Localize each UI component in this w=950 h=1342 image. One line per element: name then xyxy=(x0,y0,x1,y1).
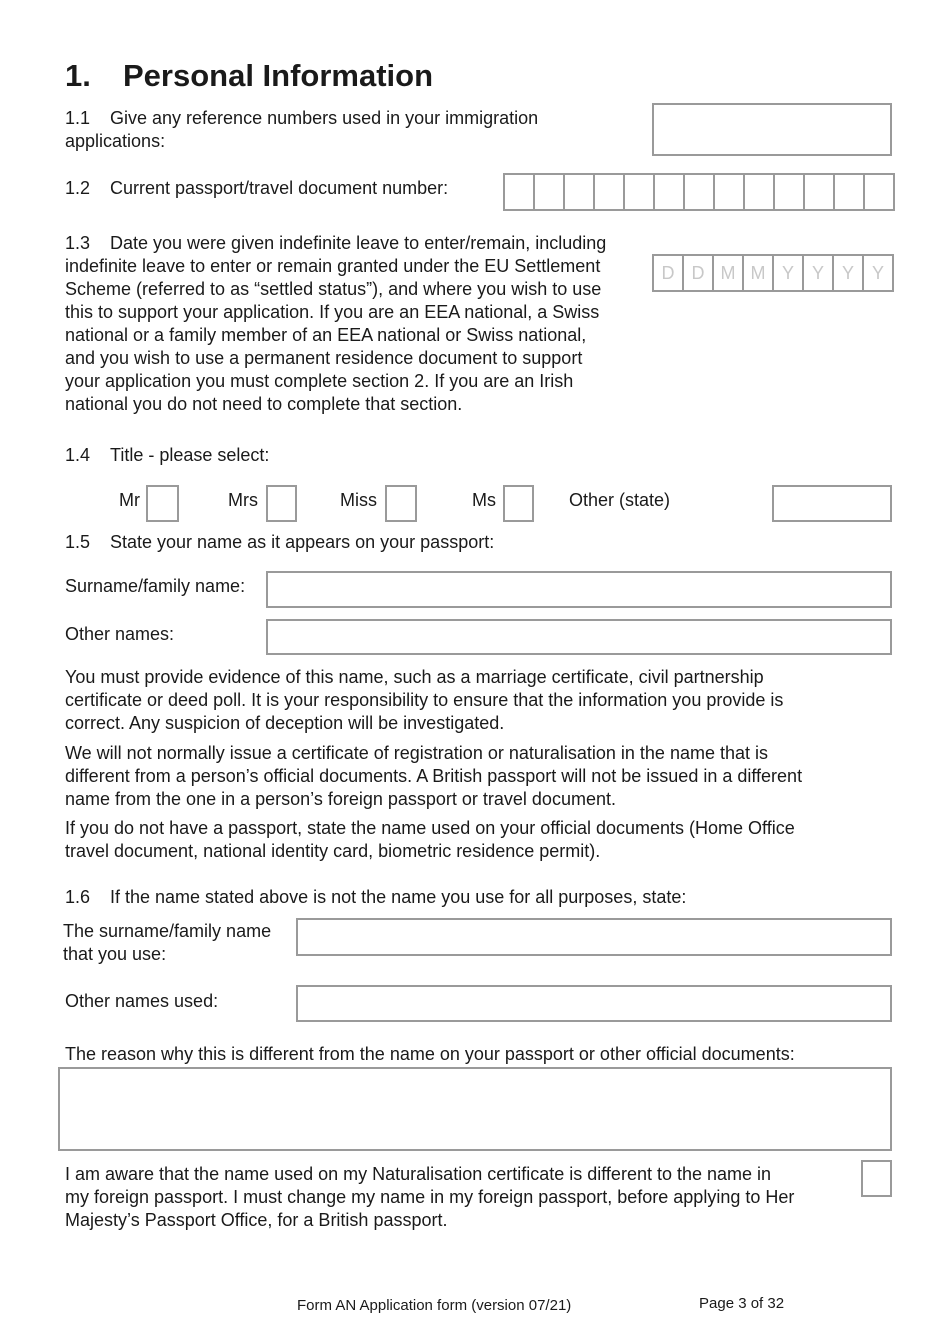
declaration-line: Majesty’s Passport Office, for a British passport. xyxy=(65,1210,448,1230)
q1-3-line: Scheme (referred to as “settled status”), and where you wish to use xyxy=(65,279,602,299)
used-surname-label xyxy=(63,920,271,966)
section-number: 1. xyxy=(65,58,91,93)
paragraph-line: name from the one in a person’s foreign passport or travel document. xyxy=(65,789,616,809)
q1-5-number: 1.5 xyxy=(65,532,91,552)
q1-6-text: If the name stated above is not the name you use for all purposes, state: xyxy=(110,887,687,907)
paragraph-line: If you do not have a passport, state the name used on your official documents (Home Office xyxy=(65,818,795,838)
leave-date-cells xyxy=(652,254,892,292)
footer-form-name: Form AN Application form (version 07/21) xyxy=(297,1297,572,1314)
evidence-paragraph xyxy=(65,666,895,735)
date-cell-year[interactable] xyxy=(832,254,864,292)
q1-3-line: indefinite leave to enter or remain granted under the EU Settlement xyxy=(65,256,601,276)
passport-number-cell[interactable] xyxy=(833,173,865,211)
paragraph-line: travel document, national identity card, biometric residence permit). xyxy=(65,841,601,861)
paragraph-line: certificate or deed poll. It is your responsibility to ensure that the information you provide is xyxy=(65,690,784,710)
passport-number-cell[interactable] xyxy=(503,173,535,211)
other-names-input[interactable] xyxy=(266,619,892,655)
passport-number-cell[interactable] xyxy=(743,173,775,211)
q1-3-line: Date you were given indefinite leave to enter/remain, including xyxy=(110,233,607,253)
q1-6-label xyxy=(65,886,686,909)
passport-number-cells xyxy=(503,173,893,211)
q1-3-line: national or a family member of an EEA national or Swiss national, xyxy=(65,325,587,345)
passport-number-cell[interactable] xyxy=(653,173,685,211)
title-other-label: Other (state) xyxy=(569,490,671,510)
date-cell-year[interactable] xyxy=(862,254,894,292)
q1-3-label xyxy=(65,232,655,416)
passport-number-cell[interactable] xyxy=(683,173,715,211)
passport-number-cell[interactable] xyxy=(803,173,835,211)
reason-textarea[interactable] xyxy=(58,1067,892,1151)
q1-3-line: your application you must complete section 2. If you are an Irish xyxy=(65,371,574,391)
q1-5-text: State your name as it appears on your passport: xyxy=(110,532,495,552)
date-cell-day[interactable] xyxy=(652,254,684,292)
date-placeholder: Y xyxy=(841,262,854,283)
no-passport-paragraph xyxy=(65,817,895,863)
title-option-ms-label: Ms xyxy=(472,490,496,510)
used-surname-label-line: that you use: xyxy=(63,944,167,964)
date-placeholder: Y xyxy=(781,262,794,283)
date-placeholder: Y xyxy=(811,262,824,283)
q1-3-line: national you do not need to complete that section. xyxy=(65,394,463,414)
surname-input[interactable] xyxy=(266,571,892,608)
date-placeholder: M xyxy=(720,262,736,283)
date-cell-month[interactable] xyxy=(712,254,744,292)
q1-3-line: this to support your application. If you are an EEA national, a Swiss xyxy=(65,302,600,322)
q1-5-label xyxy=(65,531,494,554)
title-miss-checkbox[interactable] xyxy=(385,485,417,522)
title-other-input[interactable] xyxy=(772,485,892,522)
date-placeholder: Y xyxy=(871,262,884,283)
q1-4-number: 1.4 xyxy=(65,445,91,465)
q1-2-label xyxy=(65,177,448,200)
date-cell-year[interactable] xyxy=(772,254,804,292)
q1-1-text-cont: applications: xyxy=(65,131,166,151)
date-placeholder: M xyxy=(750,262,766,283)
passport-number-cell[interactable] xyxy=(713,173,745,211)
date-cell-month[interactable] xyxy=(742,254,774,292)
q1-2-text: Current passport/travel document number: xyxy=(110,178,449,198)
surname-label: Surname/family name: xyxy=(65,576,246,596)
q1-1-number: 1.1 xyxy=(65,108,91,128)
date-placeholder: D xyxy=(661,262,675,283)
q1-3-line: and you wish to use a permanent residence document to support xyxy=(65,348,583,368)
q1-4-label xyxy=(65,444,269,467)
passport-number-cell[interactable] xyxy=(593,173,625,211)
q1-1-label xyxy=(65,107,645,153)
title-ms-checkbox[interactable] xyxy=(503,485,534,522)
issue-paragraph xyxy=(65,742,895,811)
used-other-names-label: Other names used: xyxy=(65,991,219,1011)
paragraph-line: different from a person’s official documents. A British passport will not be issued in a different xyxy=(65,766,803,786)
title-option-mr-label: Mr xyxy=(119,490,140,510)
q1-1-text: Give any reference numbers used in your immigration xyxy=(110,108,539,128)
used-surname-label-line: The surname/family name xyxy=(63,921,272,941)
passport-number-cell[interactable] xyxy=(533,173,565,211)
paragraph-line: You must provide evidence of this name, such as a marriage certificate, civil partnership xyxy=(65,667,764,687)
other-names-label: Other names: xyxy=(65,624,175,644)
passport-number-cell[interactable] xyxy=(563,173,595,211)
q1-2-number: 1.2 xyxy=(65,178,91,198)
passport-number-cell[interactable] xyxy=(863,173,895,211)
passport-number-cell[interactable] xyxy=(773,173,805,211)
date-cell-year[interactable] xyxy=(802,254,834,292)
section-heading xyxy=(65,58,433,94)
q1-4-text: Title - please select: xyxy=(110,445,270,465)
used-surname-input[interactable] xyxy=(296,918,892,956)
title-option-mrs-label: Mrs xyxy=(228,490,258,510)
title-mrs-checkbox[interactable] xyxy=(266,485,297,522)
paragraph-line: We will not normally issue a certificate of registration or naturalisation in the name that is xyxy=(65,743,768,763)
declaration-line: my foreign passport. I must change my name in my foreign passport, before applying to Her xyxy=(65,1187,795,1207)
declaration-checkbox[interactable] xyxy=(861,1160,892,1197)
date-placeholder: D xyxy=(691,262,705,283)
declaration-text xyxy=(65,1163,855,1232)
section-title: Personal Information xyxy=(123,58,434,93)
title-mr-checkbox[interactable] xyxy=(146,485,179,522)
reference-numbers-input[interactable] xyxy=(652,103,892,156)
passport-number-cell[interactable] xyxy=(623,173,655,211)
q1-6-number: 1.6 xyxy=(65,887,91,907)
used-other-names-input[interactable] xyxy=(296,985,892,1022)
title-option-miss-label: Miss xyxy=(340,490,377,510)
declaration-line: I am aware that the name used on my Naturalisation certificate is different to the name in xyxy=(65,1164,772,1184)
paragraph-line: correct. Any suspicion of deception will be investigated. xyxy=(65,713,505,733)
q1-3-number: 1.3 xyxy=(65,233,91,253)
date-cell-day[interactable] xyxy=(682,254,714,292)
reason-label: The reason why this is different from the name on your passport or other official documents: xyxy=(65,1044,795,1064)
footer-page-number: Page 3 of 32 xyxy=(699,1295,785,1312)
